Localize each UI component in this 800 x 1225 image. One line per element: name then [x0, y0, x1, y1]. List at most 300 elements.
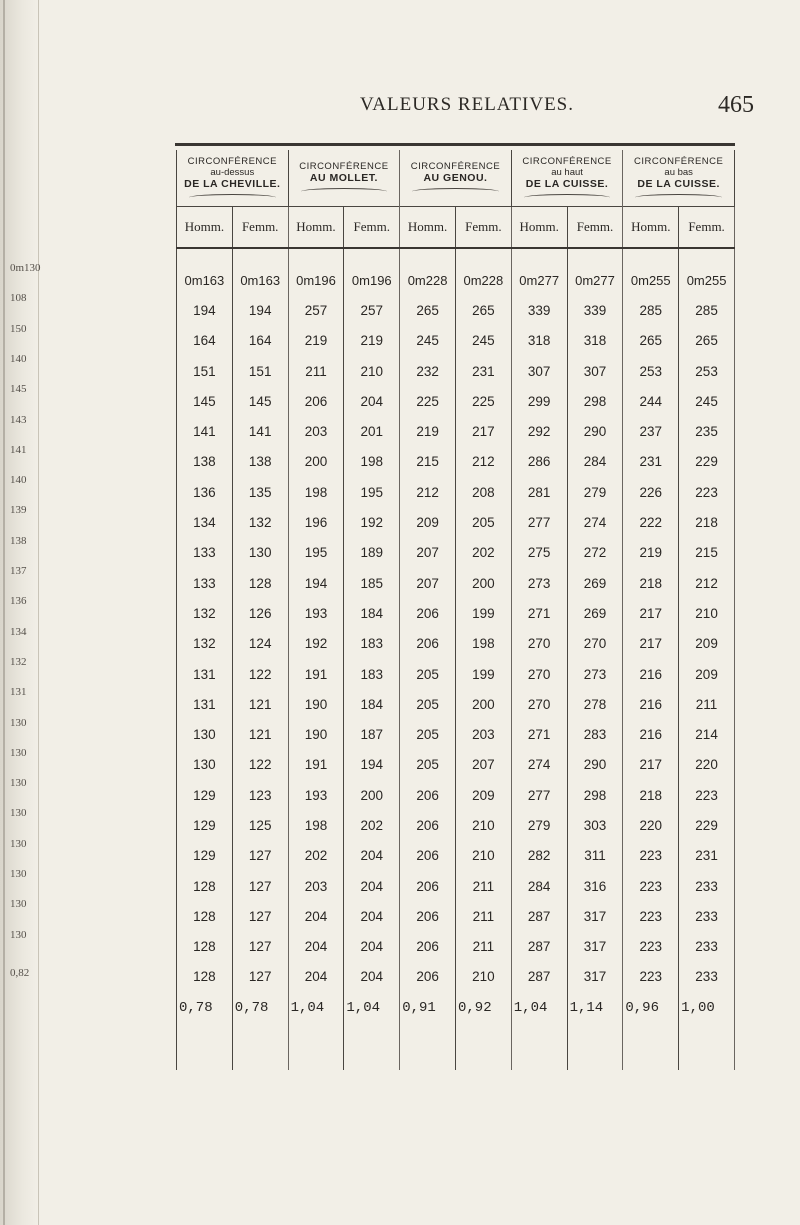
- table-cell: 284: [511, 871, 567, 901]
- table-cell: 211: [679, 689, 735, 719]
- table-cell: 128: [177, 932, 233, 962]
- table-cell: 222: [623, 507, 679, 537]
- table-cell: 218: [623, 568, 679, 598]
- table-row: [177, 629, 735, 659]
- table-cell: 200: [455, 689, 511, 719]
- sex-header-row: [177, 207, 735, 249]
- table-row: [177, 719, 735, 749]
- table-cell: 223: [623, 932, 679, 962]
- table-cell: 145: [232, 386, 288, 416]
- edge-fragment: 130: [10, 746, 27, 759]
- table-row: [177, 810, 735, 840]
- table-cell: 205: [400, 750, 456, 780]
- table-cell: 190: [288, 719, 344, 749]
- table-row: [177, 295, 735, 325]
- table-cell: 209: [679, 659, 735, 689]
- table-cell: 233: [679, 871, 735, 901]
- table-cell: 129: [177, 841, 233, 871]
- table-cell: 265: [679, 326, 735, 356]
- table-cell: 206: [400, 962, 456, 992]
- table-row: [177, 568, 735, 598]
- table-cell: 285: [623, 295, 679, 325]
- edge-fragment: 130: [10, 928, 27, 941]
- ratio-cell: 1,00: [679, 992, 735, 1070]
- brace: [524, 194, 611, 201]
- table-cell: 204: [288, 932, 344, 962]
- table-cell: 185: [344, 568, 400, 598]
- table-cell: 223: [679, 780, 735, 810]
- table-cell: 205: [400, 719, 456, 749]
- table-cell: 218: [679, 507, 735, 537]
- table-cell: 269: [567, 568, 623, 598]
- table-cell: 274: [511, 750, 567, 780]
- table-cell: 265: [400, 295, 456, 325]
- group-title: CIRCONFÉRENCE: [633, 155, 724, 167]
- table-cell: 204: [344, 386, 400, 416]
- table-cell: 0m255: [623, 265, 679, 295]
- edge-fragment: 134: [10, 625, 27, 638]
- table-cell: 223: [679, 477, 735, 507]
- edge-fragment: 130: [10, 777, 27, 790]
- table-row: [177, 841, 735, 871]
- col-header-femm: Femm.: [344, 207, 400, 249]
- table-cell: 198: [455, 629, 511, 659]
- brace: [635, 194, 722, 201]
- table-cell: 210: [455, 841, 511, 871]
- table-cell: 209: [455, 780, 511, 810]
- table-cell: 122: [232, 750, 288, 780]
- table-cell: 198: [288, 810, 344, 840]
- table-cell: 214: [679, 719, 735, 749]
- table-cell: 279: [511, 810, 567, 840]
- table-cell: 229: [679, 810, 735, 840]
- table-cell: 217: [623, 750, 679, 780]
- table-cell: 205: [455, 507, 511, 537]
- edge-fragment: 108: [10, 292, 27, 305]
- table-cell: 198: [344, 447, 400, 477]
- col-header-homm: Homm.: [623, 207, 679, 249]
- table-cell: 339: [567, 295, 623, 325]
- adjacent-page-edge: [0, 0, 39, 1225]
- group-header-mollet: [288, 150, 400, 207]
- top-rule: [175, 143, 735, 146]
- table-cell: 129: [177, 810, 233, 840]
- table-cell: 127: [232, 841, 288, 871]
- table-cell: 317: [567, 932, 623, 962]
- edge-fragment: 130: [10, 837, 27, 850]
- table-cell: 135: [232, 477, 288, 507]
- table-cell: 207: [455, 750, 511, 780]
- table-cell: 223: [623, 901, 679, 931]
- table-cell: 184: [344, 598, 400, 628]
- table-cell: 183: [344, 629, 400, 659]
- table-cell: 206: [400, 780, 456, 810]
- col-header-homm: Homm.: [511, 207, 567, 249]
- table-cell: 225: [455, 386, 511, 416]
- group-header-row: [177, 150, 735, 207]
- table-cell: 206: [400, 598, 456, 628]
- group-label: DE LA CUISSE.: [637, 177, 720, 190]
- table-cell: 210: [679, 598, 735, 628]
- group-header-haut-cuisse: [511, 150, 623, 207]
- edge-fragment: 130: [10, 716, 27, 729]
- table-cell: 189: [344, 538, 400, 568]
- col-header-femm: Femm.: [232, 207, 288, 249]
- brace: [412, 188, 499, 195]
- table-cell: 121: [232, 719, 288, 749]
- table-cell: 124: [232, 629, 288, 659]
- group-title: CIRCONFÉRENCE: [187, 155, 277, 167]
- table-cell: 193: [288, 780, 344, 810]
- table-cell: 307: [567, 356, 623, 386]
- ratio-row: [177, 992, 735, 1070]
- table-cell: 130: [232, 538, 288, 568]
- table-cell: 121: [232, 689, 288, 719]
- table-cell: 303: [567, 810, 623, 840]
- table-cell: 190: [288, 689, 344, 719]
- running-title: VALEURS RELATIVES.: [360, 94, 574, 115]
- edge-fragment: 145: [10, 383, 27, 396]
- table-cell: 203: [288, 871, 344, 901]
- table-cell: 127: [232, 871, 288, 901]
- table-cell: 193: [288, 598, 344, 628]
- table-cell: 207: [400, 568, 456, 598]
- table-cell: 270: [567, 629, 623, 659]
- table-cell: 0m163: [232, 265, 288, 295]
- table-cell: 287: [511, 901, 567, 931]
- table-cell: 273: [567, 659, 623, 689]
- table-cell: 131: [177, 689, 233, 719]
- table-cell: 0m163: [177, 265, 233, 295]
- table-cell: 317: [567, 962, 623, 992]
- table-row: [177, 477, 735, 507]
- table-cell: 127: [232, 962, 288, 992]
- group-label: DE LA CUISSE.: [525, 177, 609, 190]
- table-cell: 209: [400, 507, 456, 537]
- table-cell: 318: [567, 326, 623, 356]
- table-cell: 195: [344, 477, 400, 507]
- edge-fragment: 130: [10, 898, 27, 911]
- table-cell: 206: [400, 629, 456, 659]
- table-cell: 200: [455, 568, 511, 598]
- table-cell: 196: [288, 507, 344, 537]
- table-cell: 151: [177, 356, 233, 386]
- table-cell: 194: [344, 750, 400, 780]
- edge-fragment: 137: [10, 565, 27, 577]
- table-cell: 210: [344, 356, 400, 386]
- edge-fragment: 141: [10, 443, 27, 456]
- table-cell: 223: [623, 962, 679, 992]
- table-cell: 284: [567, 447, 623, 477]
- table-cell: 132: [177, 629, 233, 659]
- edge-fragment: 138: [10, 534, 27, 547]
- table-row: [177, 416, 735, 446]
- table-cell: 219: [623, 538, 679, 568]
- table-row: [177, 326, 735, 356]
- table-cell: 270: [511, 689, 567, 719]
- table-cell: 202: [288, 841, 344, 871]
- table-cell: 141: [177, 416, 233, 446]
- table-cell: 208: [455, 477, 511, 507]
- table-cell: 209: [679, 629, 735, 659]
- table-cell: 191: [288, 659, 344, 689]
- table-cell: 212: [455, 447, 511, 477]
- table-cell: 192: [344, 507, 400, 537]
- table-cell: 270: [511, 659, 567, 689]
- table-cell: 231: [455, 356, 511, 386]
- table-cell: 229: [679, 447, 735, 477]
- table-cell: 279: [567, 477, 623, 507]
- ratio-cell: 0,92: [455, 992, 511, 1070]
- table-cell: 211: [455, 932, 511, 962]
- ratio-cell: 0,91: [400, 992, 456, 1070]
- table-cell: 307: [511, 356, 567, 386]
- table-cell: 282: [511, 841, 567, 871]
- table-cell: 125: [232, 810, 288, 840]
- table-cell: 216: [623, 659, 679, 689]
- ratio-cell: 0,96: [623, 992, 679, 1070]
- table-cell: 122: [232, 659, 288, 689]
- table-cell: 235: [679, 416, 735, 446]
- group-header-genou: [400, 150, 512, 207]
- table-cell: 204: [344, 871, 400, 901]
- table-cell: 204: [344, 932, 400, 962]
- group-header-bas-cuisse: [623, 150, 735, 207]
- table-cell: 283: [567, 719, 623, 749]
- table-cell: 205: [400, 689, 456, 719]
- table-cell: 211: [455, 901, 511, 931]
- table-cell: 128: [177, 962, 233, 992]
- table-cell: 203: [288, 416, 344, 446]
- table-cell: 127: [232, 932, 288, 962]
- table-cell: 202: [344, 810, 400, 840]
- table-cell: 164: [232, 326, 288, 356]
- table-cell: 0m196: [344, 265, 400, 295]
- table-cell: 269: [567, 598, 623, 628]
- table-cell: 134: [177, 507, 233, 537]
- table-cell: 138: [177, 447, 233, 477]
- table-cell: 287: [511, 962, 567, 992]
- table-cell: 265: [623, 326, 679, 356]
- table-cell: 128: [232, 568, 288, 598]
- table-cell: 275: [511, 538, 567, 568]
- table-cell: 0m255: [679, 265, 735, 295]
- table-cell: 133: [177, 568, 233, 598]
- table-row: [177, 871, 735, 901]
- table-cell: 219: [400, 416, 456, 446]
- table-cell: 151: [232, 356, 288, 386]
- table-cell: 204: [344, 962, 400, 992]
- col-header-femm: Femm.: [567, 207, 623, 249]
- table-row: [177, 901, 735, 931]
- table-cell: 131: [177, 659, 233, 689]
- table-cell: 219: [344, 326, 400, 356]
- table-cell: 127: [232, 901, 288, 931]
- table-cell: 145: [177, 386, 233, 416]
- measurements-table: [176, 150, 735, 1070]
- edge-fragment: 136: [10, 595, 27, 608]
- table-cell: 215: [679, 538, 735, 568]
- table-cell: 257: [344, 295, 400, 325]
- table-cell: 123: [232, 780, 288, 810]
- edge-fragment: 140: [10, 352, 27, 365]
- table-cell: 199: [455, 598, 511, 628]
- table-row: [177, 507, 735, 537]
- table-cell: 265: [455, 295, 511, 325]
- table-row: [177, 962, 735, 992]
- table-row: [177, 356, 735, 386]
- table-cell: 281: [511, 477, 567, 507]
- group-title: CIRCONFÉRENCE: [299, 161, 389, 172]
- group-title: CIRCONFÉRENCE: [522, 155, 612, 167]
- col-header-femm: Femm.: [455, 207, 511, 249]
- table-row: [177, 386, 735, 416]
- table-cell: 206: [400, 932, 456, 962]
- table-row: [177, 447, 735, 477]
- table-cell: 278: [567, 689, 623, 719]
- brace: [301, 188, 388, 195]
- col-header-homm: Homm.: [177, 207, 233, 249]
- edge-fragment: 139: [10, 504, 27, 517]
- table-cell: 204: [288, 901, 344, 931]
- table-cell: 233: [679, 901, 735, 931]
- table-cell: 202: [455, 538, 511, 568]
- table-cell: 133: [177, 538, 233, 568]
- table-row: [177, 750, 735, 780]
- binding-line: [3, 0, 5, 1225]
- table-cell: 194: [232, 295, 288, 325]
- table-cell: 211: [288, 356, 344, 386]
- table-cell: 218: [623, 780, 679, 810]
- table-cell: 199: [455, 659, 511, 689]
- table-cell: 141: [232, 416, 288, 446]
- table-body: [177, 265, 735, 1070]
- table-cell: 285: [679, 295, 735, 325]
- table-cell: 0m196: [288, 265, 344, 295]
- table-cell: 271: [511, 719, 567, 749]
- table-cell: 339: [511, 295, 567, 325]
- table-cell: 257: [288, 295, 344, 325]
- group-subtitle: au bas: [664, 166, 693, 178]
- table-cell: 244: [623, 386, 679, 416]
- table-cell: 126: [232, 598, 288, 628]
- table-cell: 245: [455, 326, 511, 356]
- table-cell: 253: [679, 356, 735, 386]
- table-row: [177, 932, 735, 962]
- group-header-cheville: [177, 150, 289, 207]
- table-cell: 206: [288, 386, 344, 416]
- edge-fragment: 0,82: [10, 966, 30, 979]
- table-cell: 204: [344, 901, 400, 931]
- edge-fragment: 143: [10, 413, 27, 426]
- table-row: [177, 659, 735, 689]
- table-cell: 318: [511, 326, 567, 356]
- table-cell: 206: [400, 841, 456, 871]
- table-cell: 130: [177, 750, 233, 780]
- ratio-cell: 1,04: [511, 992, 567, 1070]
- table-cell: 136: [177, 477, 233, 507]
- edge-fragment: 131: [10, 686, 27, 699]
- table-cell: 191: [288, 750, 344, 780]
- table-cell: 231: [623, 447, 679, 477]
- table-cell: 130: [177, 719, 233, 749]
- table-cell: 272: [567, 538, 623, 568]
- table-cell: 200: [288, 447, 344, 477]
- table-cell: 0m228: [400, 265, 456, 295]
- table-cell: 205: [400, 659, 456, 689]
- ratio-cell: 0,78: [232, 992, 288, 1070]
- table-row: [177, 780, 735, 810]
- table-cell: 198: [288, 477, 344, 507]
- table-cell: 217: [455, 416, 511, 446]
- page-number: 465: [718, 92, 754, 118]
- table-cell: 203: [455, 719, 511, 749]
- table-cell: 128: [177, 901, 233, 931]
- table-cell: 206: [400, 901, 456, 931]
- table-row: [177, 538, 735, 568]
- ratio-cell: 1,04: [344, 992, 400, 1070]
- table-cell: 270: [511, 629, 567, 659]
- table-cell: 220: [679, 750, 735, 780]
- brace: [189, 194, 276, 201]
- table-cell: 292: [511, 416, 567, 446]
- table-cell: 223: [623, 871, 679, 901]
- table-cell: 237: [623, 416, 679, 446]
- edge-fragment: 130: [10, 868, 27, 880]
- table-cell: 231: [679, 841, 735, 871]
- table-cell: 277: [511, 507, 567, 537]
- table-cell: 245: [679, 386, 735, 416]
- table-row: [177, 689, 735, 719]
- table-cell: 128: [177, 871, 233, 901]
- table-cell: 219: [288, 326, 344, 356]
- table-cell: 299: [511, 386, 567, 416]
- table-cell: 217: [623, 629, 679, 659]
- table-cell: 206: [400, 871, 456, 901]
- table-cell: 216: [623, 689, 679, 719]
- table-cell: 211: [455, 871, 511, 901]
- table-cell: 132: [177, 598, 233, 628]
- table-cell: 311: [567, 841, 623, 871]
- ratio-cell: 1,04: [288, 992, 344, 1070]
- table-cell: 226: [623, 477, 679, 507]
- table-cell: 194: [177, 295, 233, 325]
- group-subtitle: au-dessus: [210, 166, 255, 178]
- table-cell: 290: [567, 750, 623, 780]
- ratio-cell: 1,14: [567, 992, 623, 1070]
- group-label: DE LA CHEVILLE.: [184, 177, 281, 190]
- edge-fragment: 140: [10, 474, 27, 487]
- table-cell: 184: [344, 689, 400, 719]
- table-cell: 129: [177, 780, 233, 810]
- table-cell: 0m228: [455, 265, 511, 295]
- table-cell: 233: [679, 932, 735, 962]
- table-cell: 273: [511, 568, 567, 598]
- table-cell: 192: [288, 629, 344, 659]
- table-cell: 204: [288, 962, 344, 992]
- table-cell: 201: [344, 416, 400, 446]
- edge-fragment: 132: [10, 655, 27, 668]
- edge-fragment: 0m130: [10, 262, 41, 274]
- table-cell: 0m277: [511, 265, 567, 295]
- table-cell: 245: [400, 326, 456, 356]
- table-cell: 164: [177, 326, 233, 356]
- table-row: [177, 598, 735, 628]
- col-header-homm: Homm.: [400, 207, 456, 249]
- table-cell: 204: [344, 841, 400, 871]
- table-cell: 274: [567, 507, 623, 537]
- table-cell: 220: [623, 810, 679, 840]
